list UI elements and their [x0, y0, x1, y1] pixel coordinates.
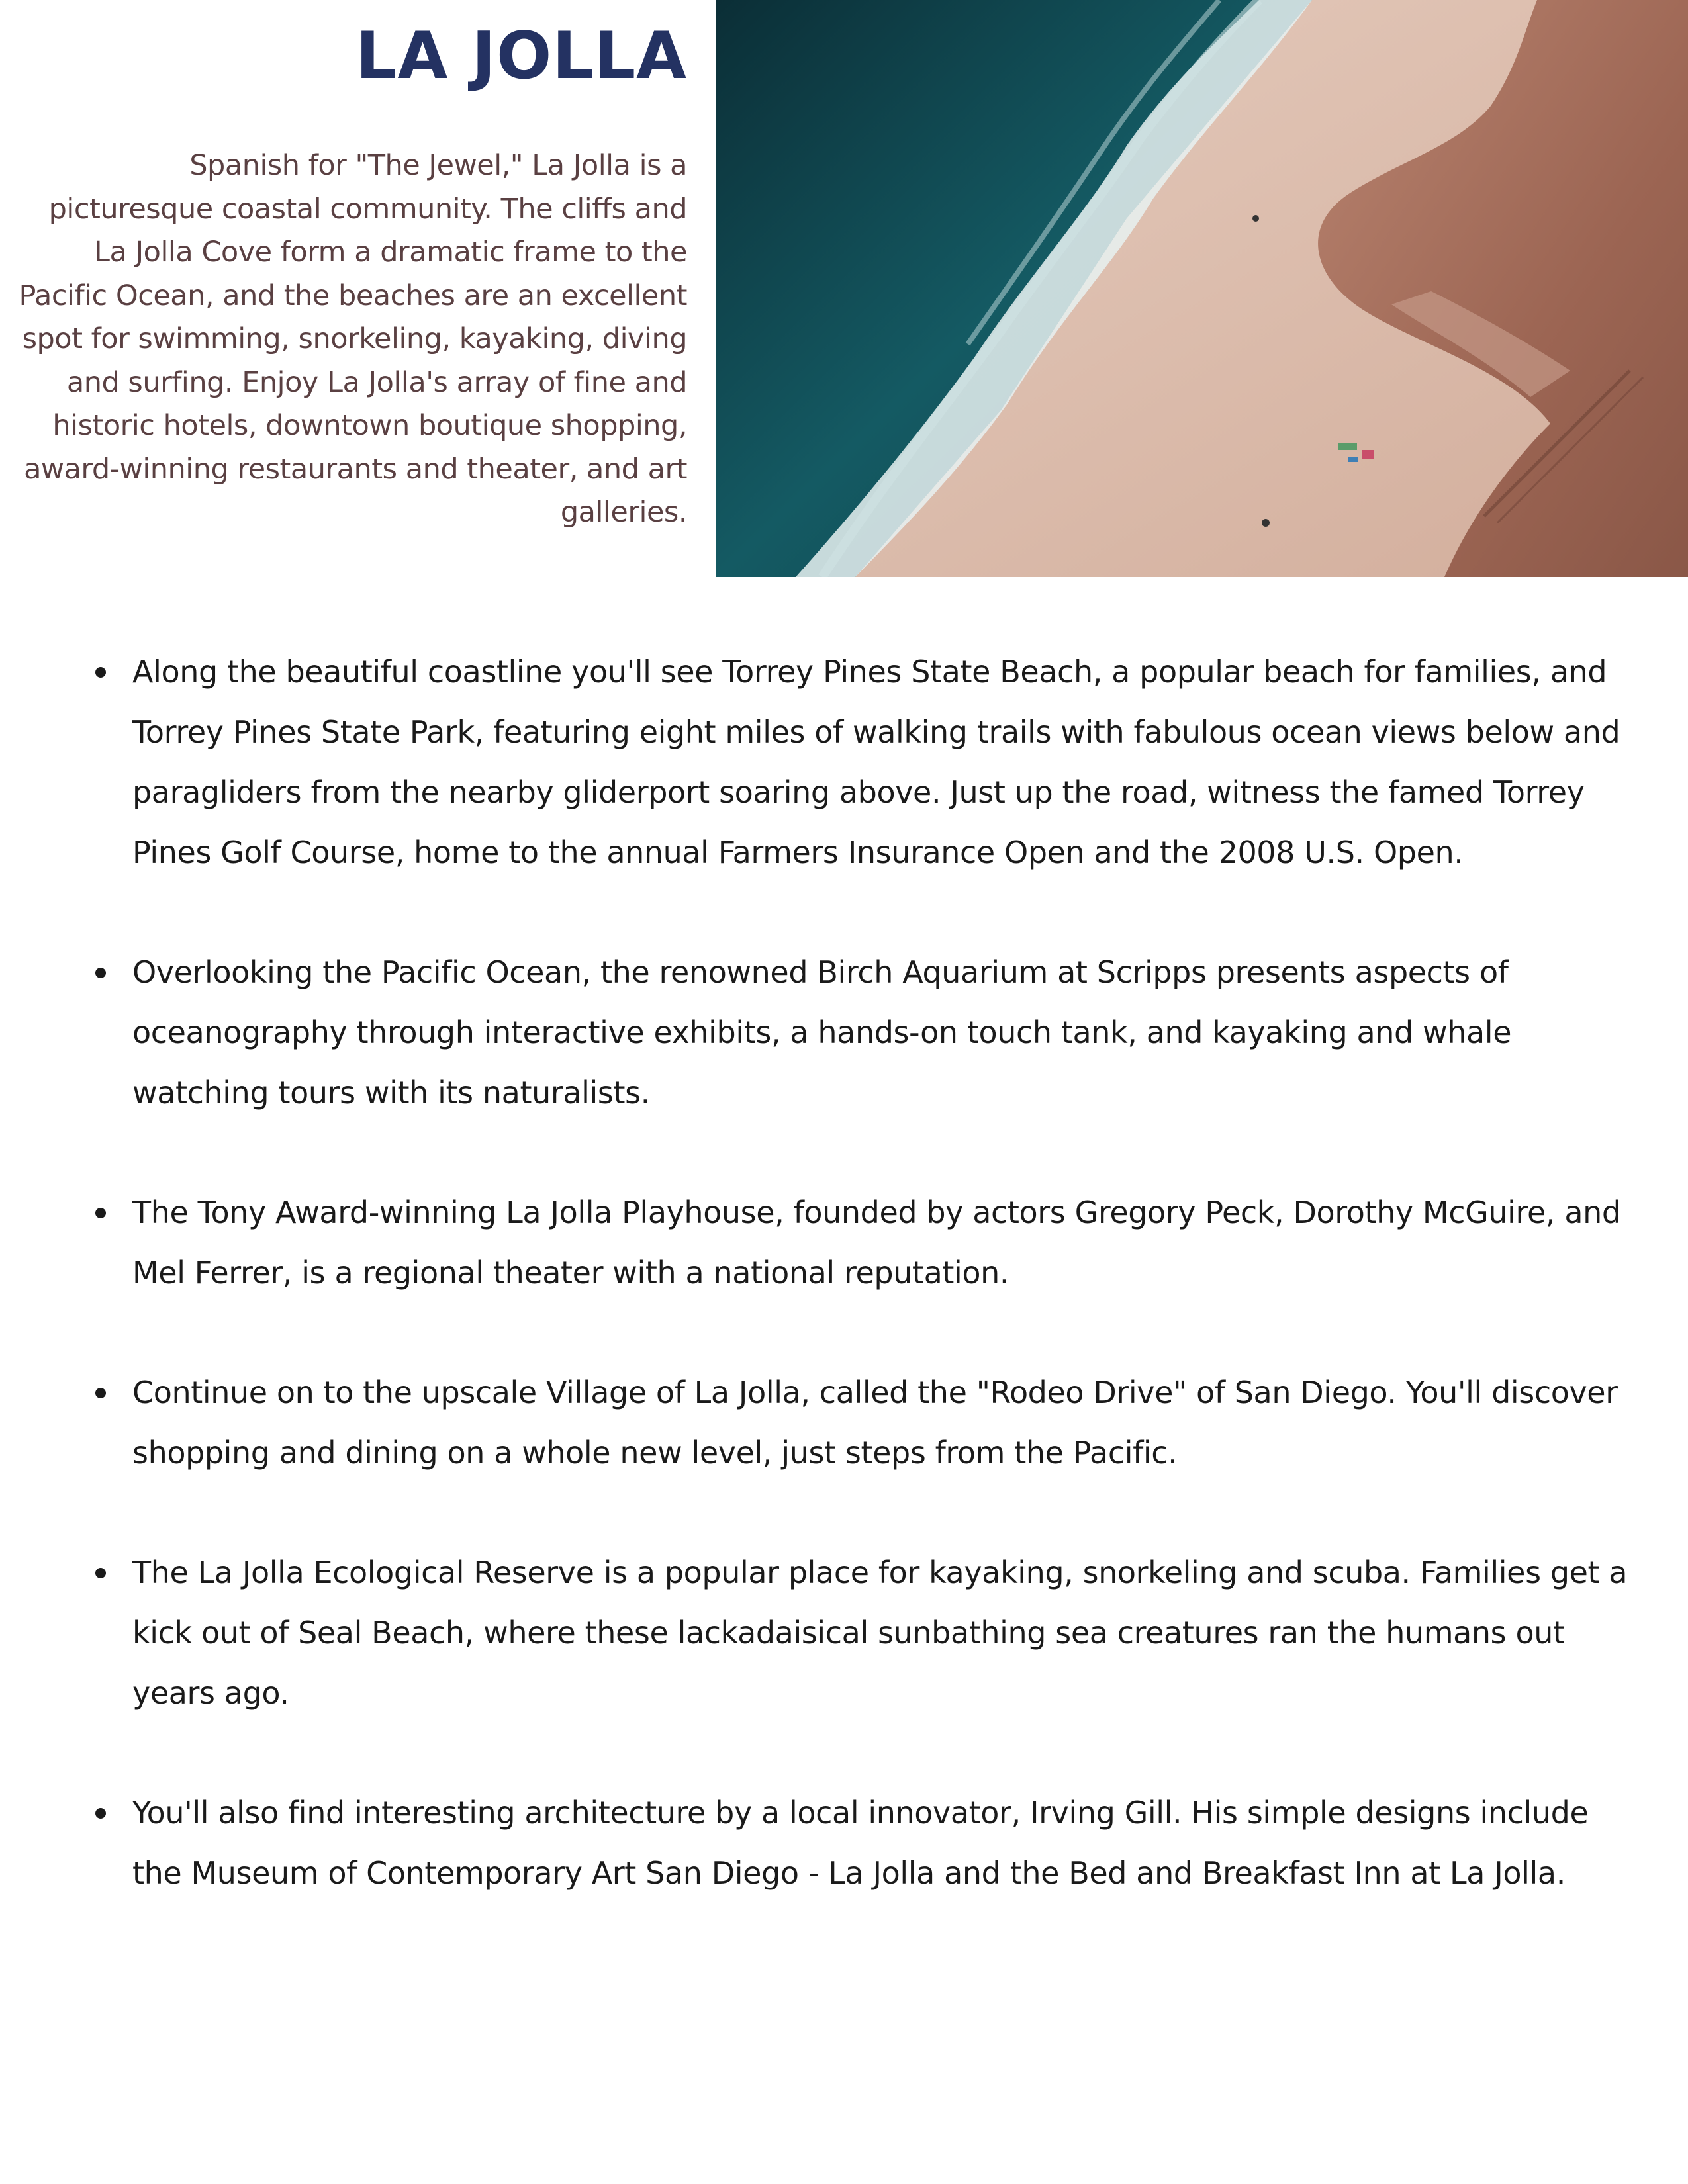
- list-item-text: Along the beautiful coastline you'll see Torrey Pines State Beach, a popular beach for families, and Torrey Pines State Park, featuring eight miles of walking trails with fabulous ocean views below and paragliders from the nearby gliderport soaring above. Just up the road, witness the famed Torrey Pines Golf Course, home to the annual Farmers Insurance Open and the 2008 U.S. Open.: [132, 654, 1620, 870]
- list-item-text: The La Jolla Ecological Reserve is a popular place for kayaking, snorkeling and scuba. Families get a kick out of Seal Beach, where these lackadaisical sunbathing sea creatures ran the humans out years ago.: [132, 1555, 1628, 1711]
- list-item-text: Continue on to the upscale Village of La Jolla, called the "Rodeo Drive" of San Diego. You'll discover shopping and dining on a whole new level, just steps from the Pacific.: [132, 1375, 1618, 1471]
- bullet-icon: [95, 1808, 106, 1819]
- list-item: [91, 1183, 1634, 1303]
- list-item-text: You'll also find interesting architecture by a local innovator, Irving Gill. His simple designs include the Museum of Contemporary Art San Diego - La Jolla and the Bed and Breakfast Inn at La Jolla.: [132, 1795, 1589, 1891]
- attractions-list: [91, 642, 1634, 1963]
- list-item: [91, 642, 1634, 883]
- bullet-icon: [95, 1568, 106, 1578]
- list-item: [91, 1783, 1634, 1903]
- bullet-icon: [95, 1208, 106, 1218]
- bullet-icon: [95, 1388, 106, 1398]
- aerial-beach-photo: [716, 0, 1688, 577]
- bullet-icon: [95, 667, 106, 678]
- list-item: [91, 1543, 1634, 1723]
- list-item: [91, 942, 1634, 1123]
- header-section: [0, 0, 1688, 577]
- list-item-text: Overlooking the Pacific Ocean, the renowned Birch Aquarium at Scripps presents aspects of oceanography through interactive exhibits, a hands-on touch tank, and kayaking and whale watching tours with its naturalists.: [132, 954, 1512, 1111]
- bullet-icon: [95, 968, 106, 978]
- beach-photo-illustration: [716, 0, 1688, 577]
- list-item-text: The Tony Award-winning La Jolla Playhouse, founded by actors Gregory Peck, Dorothy McGuire, and Mel Ferrer, is a regional theater with a national reputation.: [132, 1195, 1621, 1291]
- page-title: LA JOLLA: [355, 19, 687, 94]
- intro-paragraph: Spanish for "The Jewel," La Jolla is a picturesque coastal community. The cliffs and La Jolla Cove form a dramatic frame to the Pacific Ocean, and the beaches are an excellent spot for swimming, snorkeling, kayaking, diving and surfing. Enjoy La Jolla's array of fine and historic hotels, downtown boutique shopping, award-winning restaurants and theater, and art galleries.: [19, 149, 687, 529]
- list-item: [91, 1363, 1634, 1483]
